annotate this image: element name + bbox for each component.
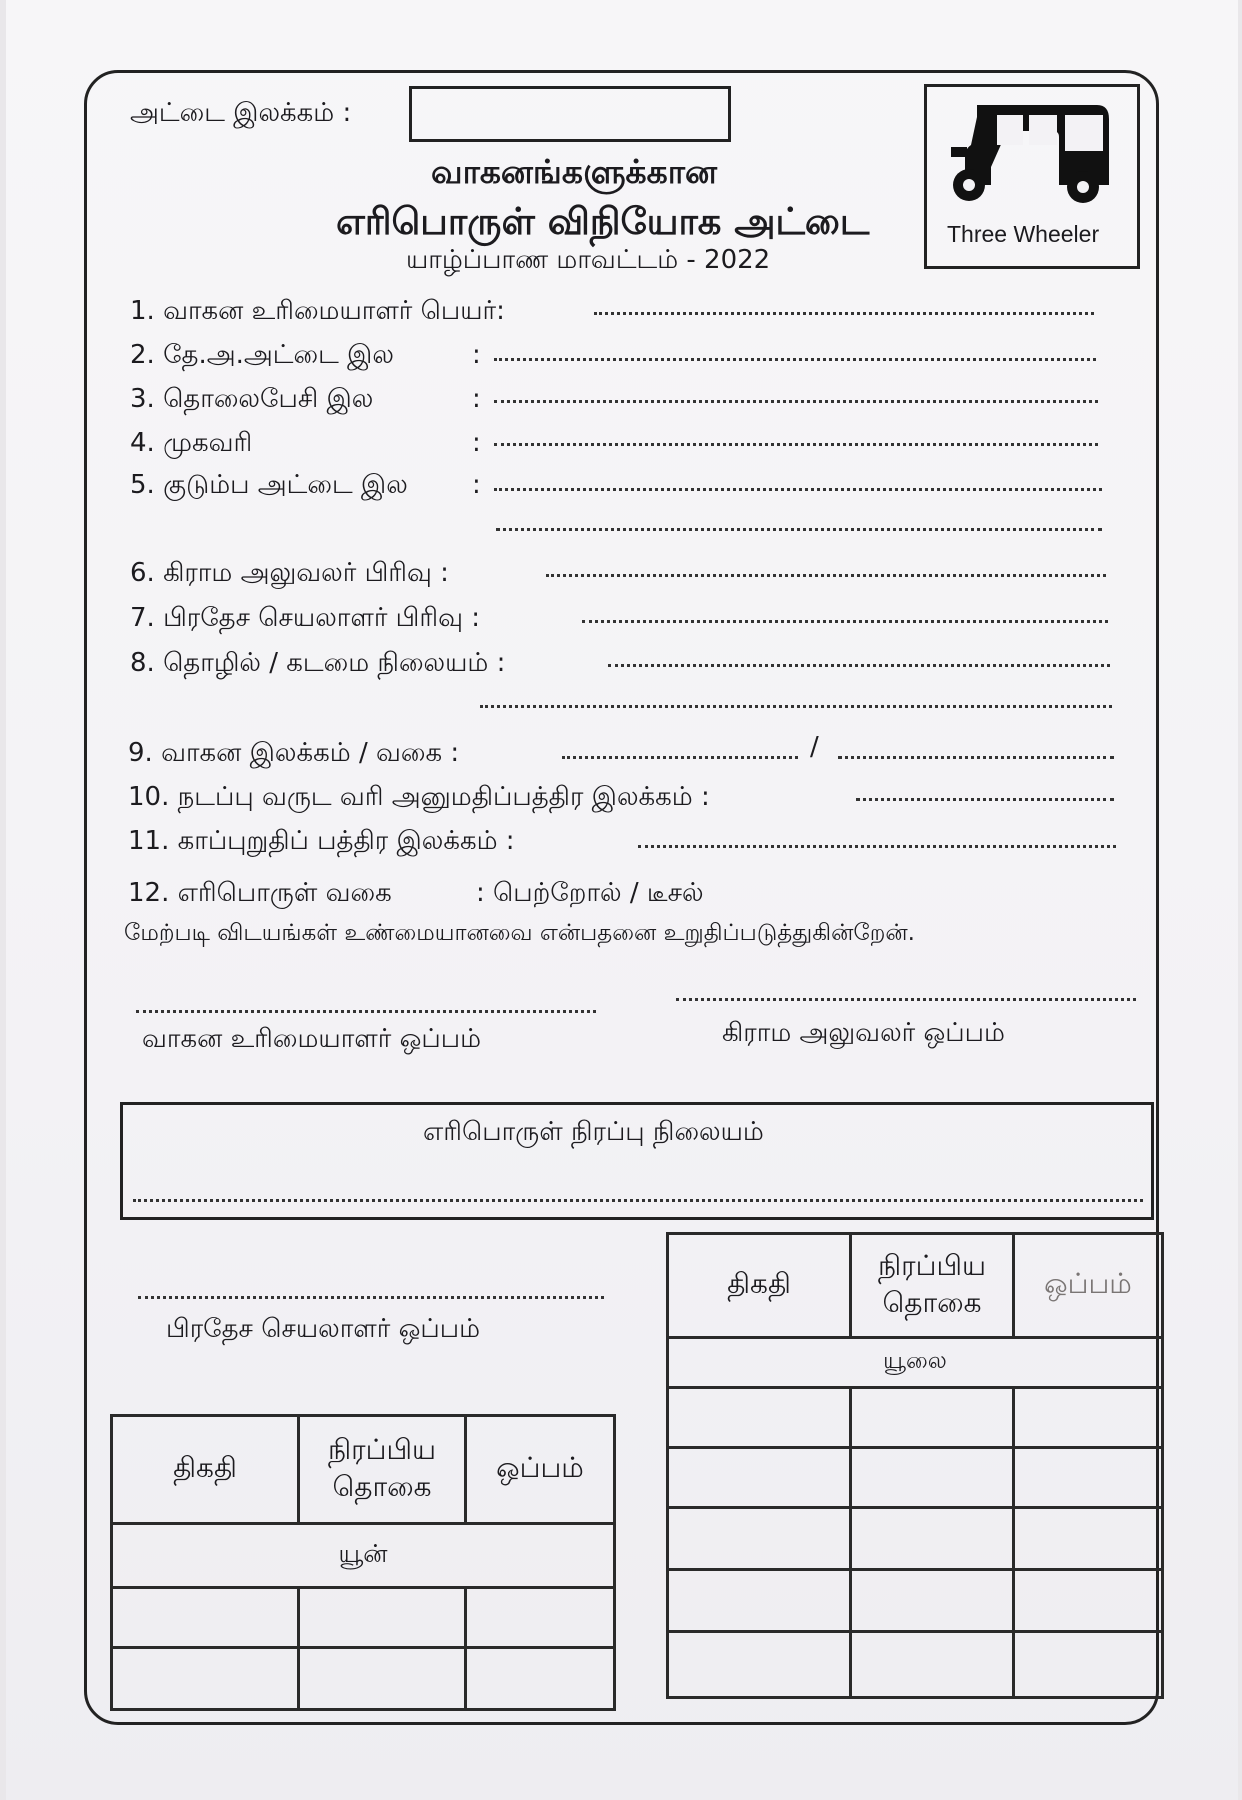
field-7-line[interactable] (582, 620, 1108, 623)
signature-cell[interactable] (1014, 1632, 1163, 1698)
title-line-1: வாகனங்களுக்கான (431, 152, 717, 191)
field-9-slash: / (810, 732, 819, 762)
signature-cell[interactable] (466, 1648, 615, 1710)
amount-cell[interactable] (299, 1588, 466, 1648)
amount-cell[interactable] (851, 1388, 1014, 1448)
date-column-header: திகதி (668, 1234, 851, 1338)
amount-header-line-1: நிரப்பிய (327, 1432, 437, 1466)
owner-signature-line[interactable] (136, 1010, 596, 1013)
fuel-station-box (120, 1102, 1154, 1220)
declaration-text: மேற்படி விடயங்கள் உண்மையானவை என்பதனை உறுதிப்படுத்துகின்றேன். (124, 920, 915, 946)
vehicle-type-box (924, 84, 1140, 269)
divisional-secretary-signature-line[interactable] (138, 1296, 604, 1299)
field-3-line[interactable] (494, 400, 1098, 403)
signature-column-header: ஒப்பம் (466, 1416, 615, 1524)
amount-header-line-1: நிரப்பிய (877, 1248, 987, 1282)
signature-cell[interactable] (466, 1588, 615, 1648)
table-row (112, 1588, 615, 1648)
july-table-header-row (668, 1234, 1163, 1338)
signature-cell[interactable] (1014, 1570, 1163, 1632)
amount-header-line-2: தொகை (332, 1469, 432, 1503)
field-10-line[interactable] (856, 798, 1114, 801)
divisional-secretary-signature-label: பிரதேச செயலாளர் ஒப்பம் (166, 1314, 481, 1344)
date-cell[interactable] (668, 1570, 851, 1632)
july-fuel-log-table (666, 1232, 1164, 1699)
auto-rickshaw-icon (947, 97, 1119, 207)
field-2-line[interactable] (494, 358, 1096, 361)
card-number-field[interactable] (409, 86, 731, 142)
field-11-label: 11. காப்புறுதிப் பத்திர இலக்கம் : (128, 826, 515, 856)
july-month-row (668, 1338, 1163, 1388)
date-cell[interactable] (668, 1448, 851, 1508)
table-row (668, 1508, 1163, 1570)
field-4-colon: : (472, 428, 481, 458)
table-row (668, 1632, 1163, 1698)
field-10-label: 10. நடப்பு வருட வரி அனுமதிப்பத்திர இலக்கம் : (128, 782, 710, 812)
field-8-line[interactable] (608, 664, 1110, 667)
signature-cell[interactable] (1014, 1448, 1163, 1508)
date-cell[interactable] (112, 1588, 299, 1648)
amount-cell[interactable] (851, 1448, 1014, 1508)
title-subtitle: யாழ்ப்பாண மாவட்டம் - 2022 (406, 245, 771, 275)
june-month-label: யூன் (112, 1524, 615, 1588)
signature-cell[interactable] (1014, 1388, 1163, 1448)
june-month-row (112, 1524, 615, 1588)
table-row (668, 1570, 1163, 1632)
signature-column-header: ஒப்பம் (1014, 1234, 1163, 1338)
field-5-colon: : (472, 470, 481, 500)
field-1-line[interactable] (594, 312, 1094, 315)
date-cell[interactable] (668, 1388, 851, 1448)
field-1-label: 1. வாகன உரிமையாளர் பெயர்: (130, 296, 505, 326)
field-11-line[interactable] (638, 845, 1116, 848)
date-cell[interactable] (112, 1648, 299, 1710)
field-8-label: 8. தொழில் / கடமை நிலையம் : (130, 648, 506, 678)
field-5-line[interactable] (494, 488, 1102, 491)
table-row (668, 1448, 1163, 1508)
table-row (668, 1388, 1163, 1448)
field-5-label: 5. குடும்ப அட்டை இல (130, 470, 408, 500)
gn-officer-signature-label: கிராம அலுவலர் ஒப்பம் (722, 1018, 1005, 1048)
field-2-label: 2. தே.அ.அட்டை இல (130, 340, 394, 370)
field-8-line-2[interactable] (480, 705, 1112, 708)
amount-header-line-2: தொகை (882, 1285, 982, 1319)
date-cell[interactable] (668, 1508, 851, 1570)
date-cell[interactable] (668, 1632, 851, 1698)
fuel-card-page (6, 0, 1238, 1800)
amount-column-header (299, 1416, 466, 1524)
field-12-label: 12. எரிபொருள் வகை (128, 878, 392, 908)
field-5-line-2[interactable] (496, 528, 1102, 531)
field-6-line[interactable] (546, 574, 1106, 577)
field-7-label: 7. பிரதேச செயலாளர் பிரிவு : (130, 603, 481, 633)
amount-column-header (851, 1234, 1014, 1338)
fuel-station-line[interactable] (133, 1199, 1143, 1202)
field-9-number-line[interactable] (562, 756, 798, 759)
owner-signature-label: வாகன உரிமையாளர் ஒப்பம் (142, 1024, 481, 1054)
field-4-line[interactable] (494, 443, 1098, 446)
title-line-2: எரிபொருள் விநியோக அட்டை (336, 200, 870, 243)
amount-cell[interactable] (851, 1570, 1014, 1632)
fuel-station-label: எரிபொருள் நிரப்பு நிலையம் (423, 1117, 764, 1147)
june-fuel-log-table (110, 1414, 616, 1711)
field-3-label: 3. தொலைபேசி இல (130, 384, 374, 414)
gn-officer-signature-line[interactable] (676, 998, 1136, 1001)
june-table-header-row (112, 1416, 615, 1524)
amount-cell[interactable] (851, 1508, 1014, 1570)
field-3-colon: : (472, 384, 481, 414)
signature-cell[interactable] (1014, 1508, 1163, 1570)
field-4-label: 4. முகவரி (130, 428, 253, 458)
field-2-colon: : (472, 340, 481, 370)
field-12-value: : பெற்றோல் / டீசல் (476, 878, 704, 908)
amount-cell[interactable] (299, 1648, 466, 1710)
date-column-header: திகதி (112, 1416, 299, 1524)
field-9-label: 9. வாகன இலக்கம் / வகை : (128, 738, 460, 768)
table-row (112, 1648, 615, 1710)
card-number-label: அட்டை இலக்கம் : (130, 98, 352, 128)
july-month-label: யூலை (668, 1338, 1163, 1388)
field-6-label: 6. கிராம அலுவலர் பிரிவு : (130, 558, 449, 588)
field-9-type-line[interactable] (838, 756, 1114, 759)
amount-cell[interactable] (851, 1632, 1014, 1698)
vehicle-type-label: Three Wheeler (947, 221, 1100, 247)
